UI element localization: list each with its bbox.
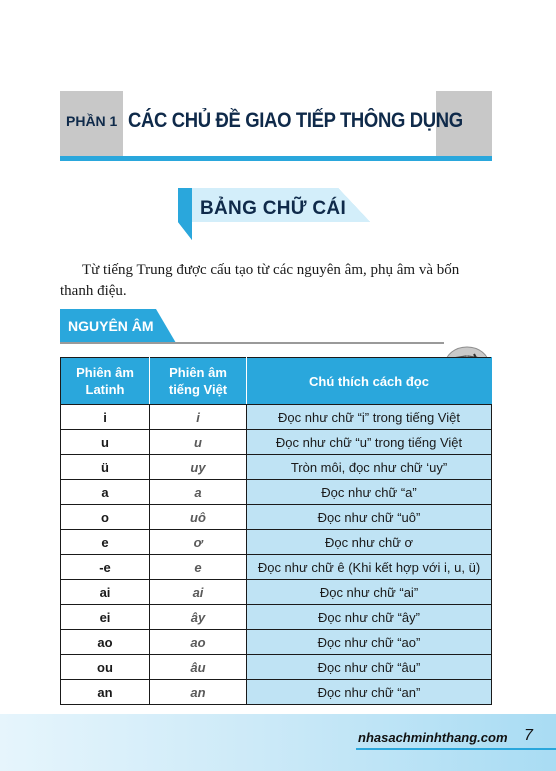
vietnamese-cell: ơ [150, 530, 247, 555]
latin-cell: o [61, 505, 150, 530]
table-header-row [61, 358, 492, 405]
note-cell: Đọc như chữ “uô” [247, 505, 492, 530]
header-latin: Phiên âm Latinh [61, 358, 150, 405]
table-row [61, 555, 492, 580]
vowel-table [60, 357, 492, 705]
part-title: CÁC CHỦ ĐỀ GIAO TIẾP THÔNG DỤNG [128, 109, 463, 132]
vietnamese-cell: âu [150, 655, 247, 680]
note-cell: Đọc như chữ “ao” [247, 630, 492, 655]
vietnamese-cell: ai [150, 580, 247, 605]
header-vietnamese: Phiên âm tiếng Việt [150, 358, 247, 405]
table-row [61, 455, 492, 480]
note-cell: Đọc như chữ “ai” [247, 580, 492, 605]
latin-cell: e [61, 530, 150, 555]
latin-cell: ai [61, 580, 150, 605]
note-cell: Đọc như chữ ê (Khi kết hợp với i, u, ü) [247, 555, 492, 580]
table-row [61, 655, 492, 680]
note-cell: Đọc như chữ “i” trong tiếng Việt [247, 405, 492, 430]
note-cell: Tròn môi, đọc như chữ ‘uy” [247, 455, 492, 480]
header-note: Chú thích cách đọc [247, 358, 492, 405]
latin-cell: -e [61, 555, 150, 580]
vowel-table-body [61, 405, 492, 705]
page-number: 7 [524, 727, 533, 744]
vietnamese-cell: u [150, 430, 247, 455]
table-row [61, 605, 492, 630]
vietnamese-cell: uy [150, 455, 247, 480]
table-row [61, 530, 492, 555]
part-header-underline [60, 156, 492, 161]
table-row [61, 480, 492, 505]
table-row [61, 580, 492, 605]
table-row [61, 430, 492, 455]
subsection-label: NGUYÊN ÂM [68, 318, 154, 334]
note-cell: Đọc như chữ “an” [247, 680, 492, 705]
table-row [61, 630, 492, 655]
section-banner [178, 188, 373, 240]
latin-cell: ü [61, 455, 150, 480]
intro-paragraph [60, 260, 496, 302]
vietnamese-cell: uô [150, 505, 247, 530]
latin-cell: a [61, 480, 150, 505]
vietnamese-cell: i [150, 405, 247, 430]
footer-line [356, 748, 556, 750]
table-row [61, 505, 492, 530]
vietnamese-cell: e [150, 555, 247, 580]
footer-website: nhasachminhthang.com [358, 730, 508, 745]
table-row [61, 405, 492, 430]
latin-cell: an [61, 680, 150, 705]
latin-cell: u [61, 430, 150, 455]
part-label: PHẦN 1 [66, 113, 118, 129]
vietnamese-cell: a [150, 480, 247, 505]
section-title: BẢNG CHỮ CÁI [200, 198, 347, 219]
subsection-tab [60, 309, 450, 345]
intro-text: Từ tiếng Trung được cấu tạo từ các nguyên âm, phụ âm và bốn thanh điệu. [60, 262, 460, 299]
vietnamese-cell: ây [150, 605, 247, 630]
note-cell: Đọc như chữ “ây” [247, 605, 492, 630]
vietnamese-cell: ao [150, 630, 247, 655]
part-header [60, 91, 492, 156]
latin-cell: ei [61, 605, 150, 630]
note-cell: Đọc như chữ ơ [247, 530, 492, 555]
latin-cell: ao [61, 630, 150, 655]
latin-cell: ou [61, 655, 150, 680]
note-cell: Đọc như chữ “a” [247, 480, 492, 505]
note-cell: Đọc như chữ “u” trong tiếng Việt [247, 430, 492, 455]
table-row [61, 680, 492, 705]
vietnamese-cell: an [150, 680, 247, 705]
note-cell: Đọc như chữ “âu” [247, 655, 492, 680]
latin-cell: i [61, 405, 150, 430]
